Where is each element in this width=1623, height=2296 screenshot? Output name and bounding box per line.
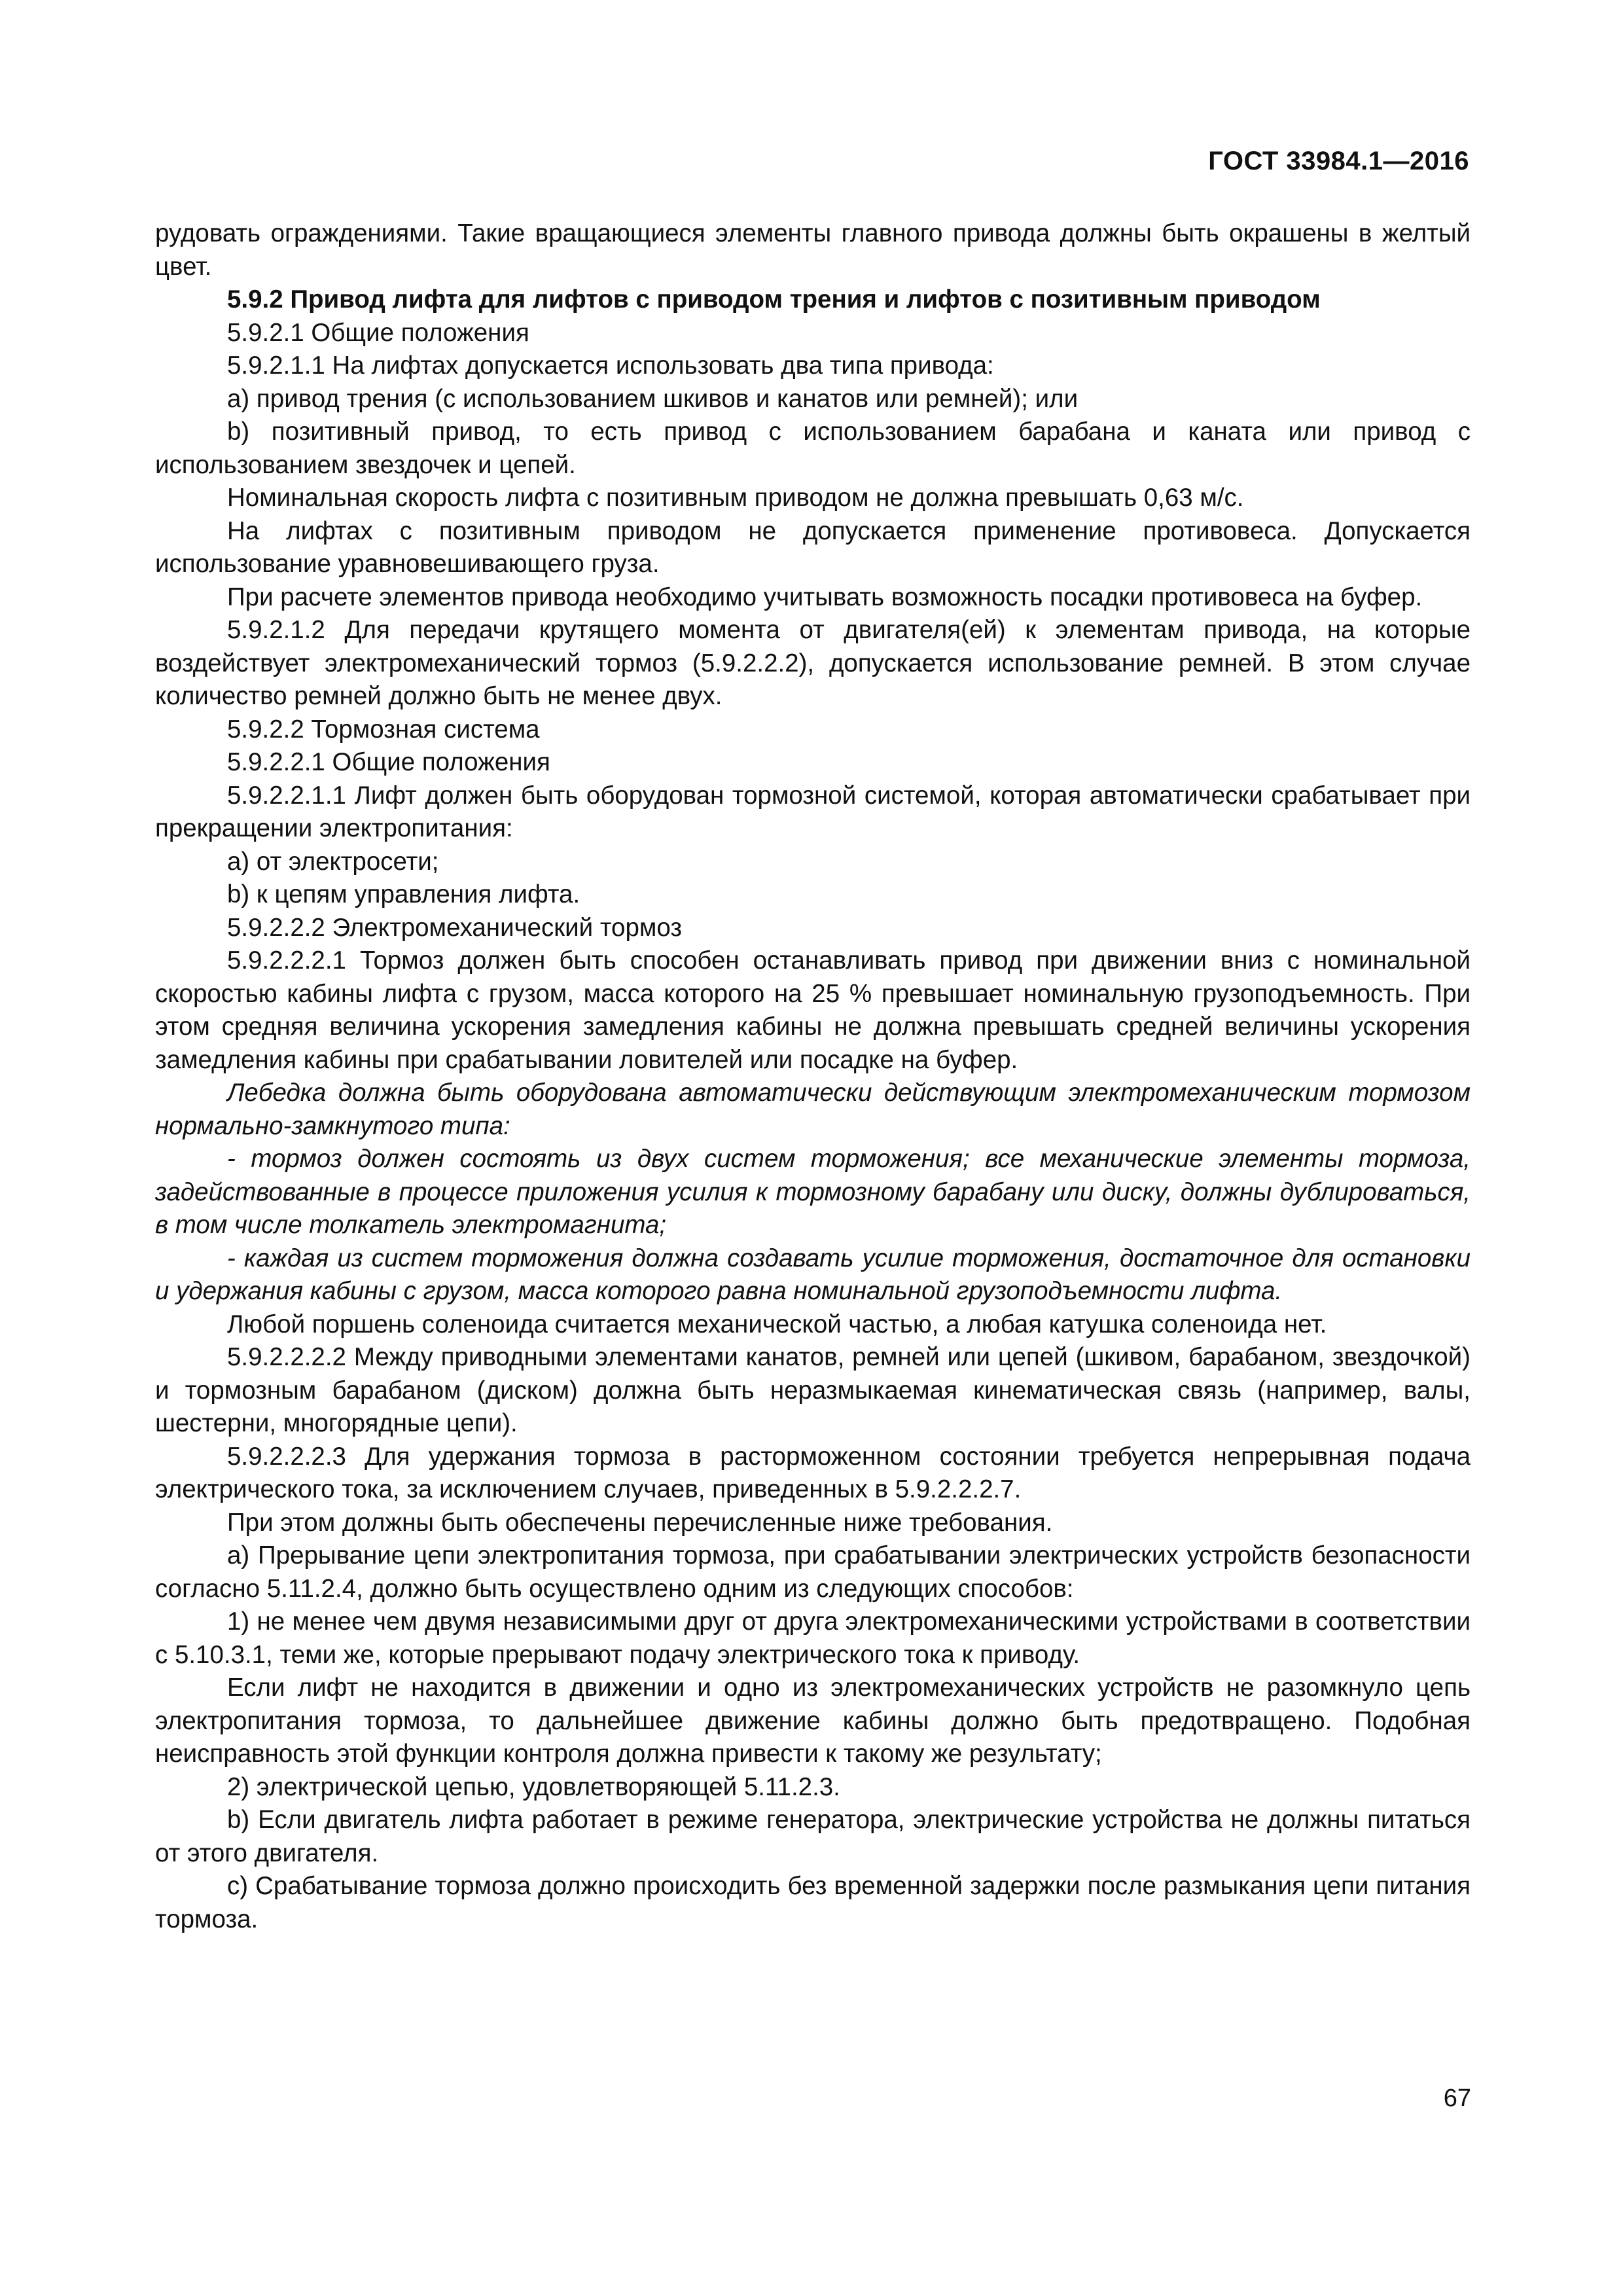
paragraph: На лифтах с позитивным приводом не допускается применение противовеса. Допускается использование уравновешивающего груза. (155, 516, 1471, 578)
paragraph: 5.9.2.2.2 Электромеханический тормоз (227, 913, 682, 942)
paragraph: 5.9.2.1.2 Для передачи крутящего момента от двигателя(ей) к элементам привода, на которые воздействует электромеханический тормоз (5.9.2.2.2), допускается использование ремней. В этом случае количество ремней должно быть не менее двух. (155, 616, 1471, 710)
paragraph: При расчете элементов привода необходимо учитывать возможность посадки противовеса на буфер. (227, 583, 1423, 611)
paragraph: Номинальная скорость лифта с позитивным приводом не должна превышать 0,63 м/с. (227, 484, 1244, 512)
paragraph: a) от электросети; (227, 847, 439, 876)
paragraph: 5.9.2.2.2.1 Тормоз должен быть способен останавливать привод при движении вниз с номинальной скоростью кабины лифта с грузом, масса которого на 25 % превышает номинальную грузоподъемность. При этом средняя величина ускорения замедления кабины не должна превышать средней величины ускорения замедления кабины при срабатывании ловителей или посадке на буфер. (155, 946, 1471, 1074)
document-body (155, 217, 1471, 1936)
paragraph: 2) электрической цепью, удовлетворяющей 5.11.2.3. (227, 1772, 840, 1801)
paragraph: a) Прерывание цепи электропитания тормоза, при срабатывании электрических устройств безопасности согласно 5.11.2.4, должно быть осуществлено одним из следующих способов: (155, 1541, 1471, 1603)
paragraph: b) позитивный привод, то есть привод с использованием барабана и каната или привод с использованием звездочек и цепей. (155, 418, 1471, 479)
paragraph: Любой поршень соленоида считается механической частью, а любая катушка соленоида нет. (227, 1310, 1327, 1338)
paragraph: 5.9.2.1.1 На лифтах допускается использовать два типа привода: (227, 351, 994, 380)
paragraph: 5.9.2 Привод лифта для лифтов с приводом трения и лифтов с позитивным приводом (227, 285, 1321, 314)
paragraph: 1) не менее чем двумя независимыми друг от друга электромеханическими устройствами в соответствии с 5.10.3.1, теми же, которые прерывают подачу электрического тока к приводу. (155, 1607, 1471, 1669)
paragraph: - каждая из систем торможения должна создавать усилие торможения, достаточное для остановки и удержания кабины с грузом, масса которого равна номинальной грузоподъемности лифта. (155, 1244, 1471, 1305)
paragraph: b) к цепям управления лифта. (227, 880, 580, 908)
paragraph: 5.9.2.2 Тормозная система (227, 715, 540, 744)
paragraph: c) Срабатывание тормоза должно происходить без временной задержки после размыкания цепи питания тормоза. (155, 1872, 1471, 1933)
standard-header: ГОСТ 33984.1—2016 (1208, 147, 1469, 175)
paragraph: При этом должны быть обеспечены перечисленные ниже требования. (227, 1508, 1053, 1537)
paragraph: 5.9.2.2.1.1 Лифт должен быть оборудован тормозной системой, которая автоматически срабатывает при прекращении электропитания: (155, 781, 1471, 842)
paragraph: b) Если двигатель лифта работает в режиме генератора, электрические устройства не должны питаться от этого двигателя. (155, 1806, 1471, 1867)
paragraph: 5.9.2.2.1 Общие положения (227, 748, 550, 776)
paragraph: 5.9.2.2.2.2 Между приводными элементами канатов, ремней или цепей (шкивом, барабаном, звездочкой) и тормозным барабаном (диском) должна быть неразмыкаемая кинематическая связь (например, валы, шестерни, многорядные цепи). (155, 1343, 1471, 1437)
paragraph: - тормоз должен состоять из двух систем торможения; все механические элементы тормоза, задействованные в процессе приложения усилия к тормозному барабану или диску, должны дублироваться, в том числе толкатель электромагнита; (155, 1145, 1471, 1239)
paragraph: 5.9.2.1 Общие положения (227, 318, 529, 347)
paragraph: a) привод трения (с использованием шкивов и канатов или ремней); или (227, 384, 1079, 413)
paragraph: Лебедка должна быть оборудована автоматически действующим электромеханическим тормозом нормально-замкнутого типа: (155, 1079, 1471, 1140)
paragraph: 5.9.2.2.2.3 Для удержания тормоза в расторможенном состоянии требуется непрерывная подача электрического тока, за исключением случаев, приведенных в 5.9.2.2.2.7. (155, 1442, 1471, 1503)
paragraph: Если лифт не находится в движении и одно из электромеханических устройств не разомкнуло цепь электропитания тормоза, то дальнейшее движение кабины должно быть предотвращено. Подобная неисправность этой функции контроля должна привести к такому же результату; (155, 1674, 1471, 1768)
page-number: 67 (1443, 2085, 1471, 2112)
paragraph: рудовать ограждениями. Такие вращающиеся элементы главного привода должны быть окрашены в желтый цвет. (155, 219, 1471, 281)
